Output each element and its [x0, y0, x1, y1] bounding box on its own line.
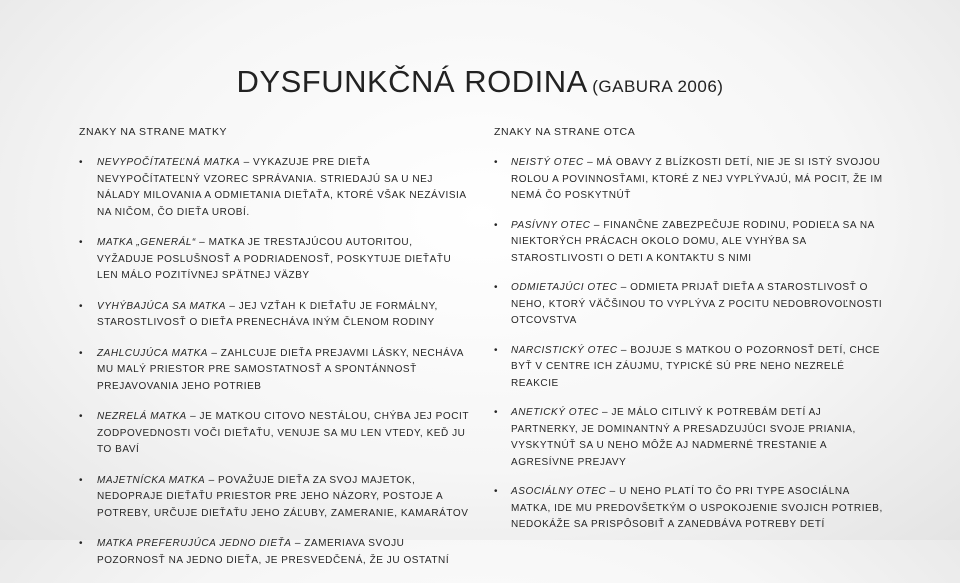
- bullet-icon: •: [494, 157, 499, 168]
- list-item: [79, 473, 469, 523]
- father-column: [494, 126, 890, 547]
- mother-column-heading: ZNAKY NA STRANE MATKY: [79, 126, 228, 138]
- trait-description: – U NEHO PLATÍ TO ČO PRI TYPE ASOCIÁLNA MATKA, IDE MU PREDOVŠETKÝM O USPOKOJENIE SVOJICH POTRIEB, NEDOKÁŽE SA PRISPÔSOBIŤ A ZANEDBÁVA POTREBY DETÍ: [511, 486, 883, 530]
- trait-description: – BOJUJE S MATKOU O POZORNOSŤ DETÍ, CHCE BYŤ V CENTRE ICH ZÁUJMU, TYPICKÉ SÚ PRE NEHO NEZRELÉ REAKCIE: [511, 344, 880, 389]
- trait-description: – JE MATKOU CITOVO NESTÁLOU, CHÝBA JEJ POCIT ZODPOVEDNOSTI VOČI DIEŤAŤU, VENUJE SA MU LEN VTEDY, KEĎ JU TO BAVÍ: [97, 411, 469, 455]
- trait-term: MATKA PREFERUJÚCA JEDNO DIEŤA: [97, 538, 292, 549]
- bullet-icon: •: [79, 300, 84, 312]
- trait-description: – ZAHLCUJE DIEŤA PREJAVMI LÁSKY, NECHÁVA MU MALÝ PRIESTOR PRE SAMOSTATNOSŤ A SPONTÁNNOSŤ PREJAVOVANIA JEHO POTRIEB: [97, 347, 464, 392]
- trait-term: NEISTÝ OTEC: [511, 157, 584, 168]
- trait-term: ASOCIÁLNY OTEC: [511, 486, 607, 497]
- list-item: [494, 155, 890, 205]
- trait-term: VYHÝBAJÚCA SA MATKA: [97, 300, 226, 312]
- trait-term: ANETICKÝ OTEC: [511, 407, 599, 418]
- slide-title: [0, 64, 960, 100]
- father-column-heading: ZNAKY NA STRANE OTCA: [494, 126, 636, 138]
- bullet-icon: •: [79, 411, 84, 422]
- title-main: DYSFUNKČNÁ RODINA: [236, 64, 588, 99]
- trait-term: NEZRELÁ MATKA: [97, 411, 187, 422]
- list-item: [494, 484, 890, 534]
- trait-term: NARCISTICKÝ OTEC: [511, 344, 618, 356]
- list-item: [494, 218, 890, 268]
- trait-term: NEVYPOČÍTATEĽNÁ MATKA: [97, 157, 241, 168]
- trait-term: ZAHLCUJÚCA MATKA: [97, 347, 209, 359]
- trait-description: – MATKA JE TRESTAJÚCOU AUTORITOU, VYŽADUJE POSLUŠNOSŤ A PODRIADENOSŤ, POSKYTUJE DIEŤAŤU LEN MÁLO POZITÍVNEJ SPÄTNEJ VÄZBY: [97, 237, 452, 281]
- trait-description: – JE MÁLO CITLIVÝ K POTREBÁM DETÍ AJ PARTNERKY, JE DOMINANTNÝ A PRESADZUJÚCI SVOJE PRIANIA, VYSKYTNÚŤ SA U NEHO MÔŽE AJ NADMERNÉ TRESTANIE A AGRESÍVNE PREJAVY: [511, 407, 856, 468]
- trait-description: – VYKAZUJE PRE DIEŤA NEVYPOČÍTATEĽNÝ VZOREC SPRÁVANIA. STRIEDAJÚ SA U NEJ NÁLADY MILOVANIA A ODMIETANIA DIEŤAŤA, KTORÉ VŠAK NEZÁVISIA NA NIČOM, ČO DIEŤA UROBÍ.: [97, 157, 467, 218]
- mother-column: [79, 126, 469, 583]
- trait-description: – POVAŽUJE DIEŤA ZA SVOJ MAJETOK, NEDOPRAJE DIEŤAŤU PRIESTOR PRE JEHO NÁZORY, POSTOJE A POTREBY, URČUJE DIEŤAŤU JEHO ZÁĽUBY, ZAMERANIE, KAMARÁTOV: [97, 474, 469, 519]
- trait-description: – JEJ VZŤAH K DIEŤAŤU JE FORMÁLNY, STAROSTLIVOSŤ O DIEŤA PRENECHÁVA INÝM ČLENOM RODINY: [97, 300, 438, 328]
- trait-description: – ZAMERIAVA SVOJU POZORNOSŤ NA JEDNO DIEŤA, JE PRESVEDČENÁ, ŽE JU OSTATNÍ: [97, 538, 450, 566]
- trait-term: MATKA „GENERÁL“: [97, 237, 196, 248]
- bullet-icon: •: [79, 237, 84, 248]
- bullet-icon: •: [494, 282, 499, 293]
- trait-term: PASÍVNY OTEC: [511, 219, 591, 231]
- list-item: [79, 235, 469, 285]
- trait-description: – FINANČNE ZABEZPEČUJE RODINU, PODIEĽA SA NA NIEKTORÝCH PRÁCACH OKOLO DOMU, ALE VYHÝBA SA STAROSTLIVOSTI O DETI A KONTAKTU S NIMI: [511, 219, 875, 264]
- list-item: [79, 299, 469, 332]
- list-item: [494, 405, 890, 471]
- bullet-icon: •: [494, 219, 499, 231]
- bullet-icon: •: [79, 538, 84, 549]
- bullet-icon: •: [494, 407, 499, 418]
- list-item: [494, 280, 890, 330]
- trait-description: – MÁ OBAVY Z BLÍZKOSTI DETÍ, NIE JE SI ISTÝ SVOJOU ROLOU A POVINNOSŤAMI, KTORÉ Z NEJ VYPLÝVAJÚ, MÁ POCIT, ŽE IM NEMÁ ČO POSKYTNÚŤ: [511, 157, 883, 201]
- trait-description: – ODMIETA PRIJAŤ DIEŤA A STAROSTLIVOSŤ O NEHO, KTORÝ VÄČŠINOU TO VYPLÝVA Z POCITU NEDOBROVOĽNOSTI OTCOVSTVA: [511, 282, 883, 326]
- title-source: (GABURA 2006): [592, 77, 724, 96]
- trait-term: ODMIETAJÚCI OTEC: [511, 282, 618, 293]
- bullet-icon: •: [79, 347, 84, 359]
- list-item: [79, 536, 469, 569]
- list-item: [79, 346, 469, 396]
- list-item: [79, 409, 469, 459]
- mother-traits-list: [79, 155, 469, 569]
- list-item: [494, 343, 890, 393]
- bullet-icon: •: [79, 157, 84, 168]
- bullet-icon: •: [494, 486, 499, 497]
- father-traits-list: [494, 155, 890, 534]
- bullet-icon: •: [494, 344, 499, 356]
- trait-term: MAJETNÍCKA MATKA: [97, 474, 206, 486]
- bullet-icon: •: [79, 474, 84, 486]
- list-item: [79, 155, 469, 221]
